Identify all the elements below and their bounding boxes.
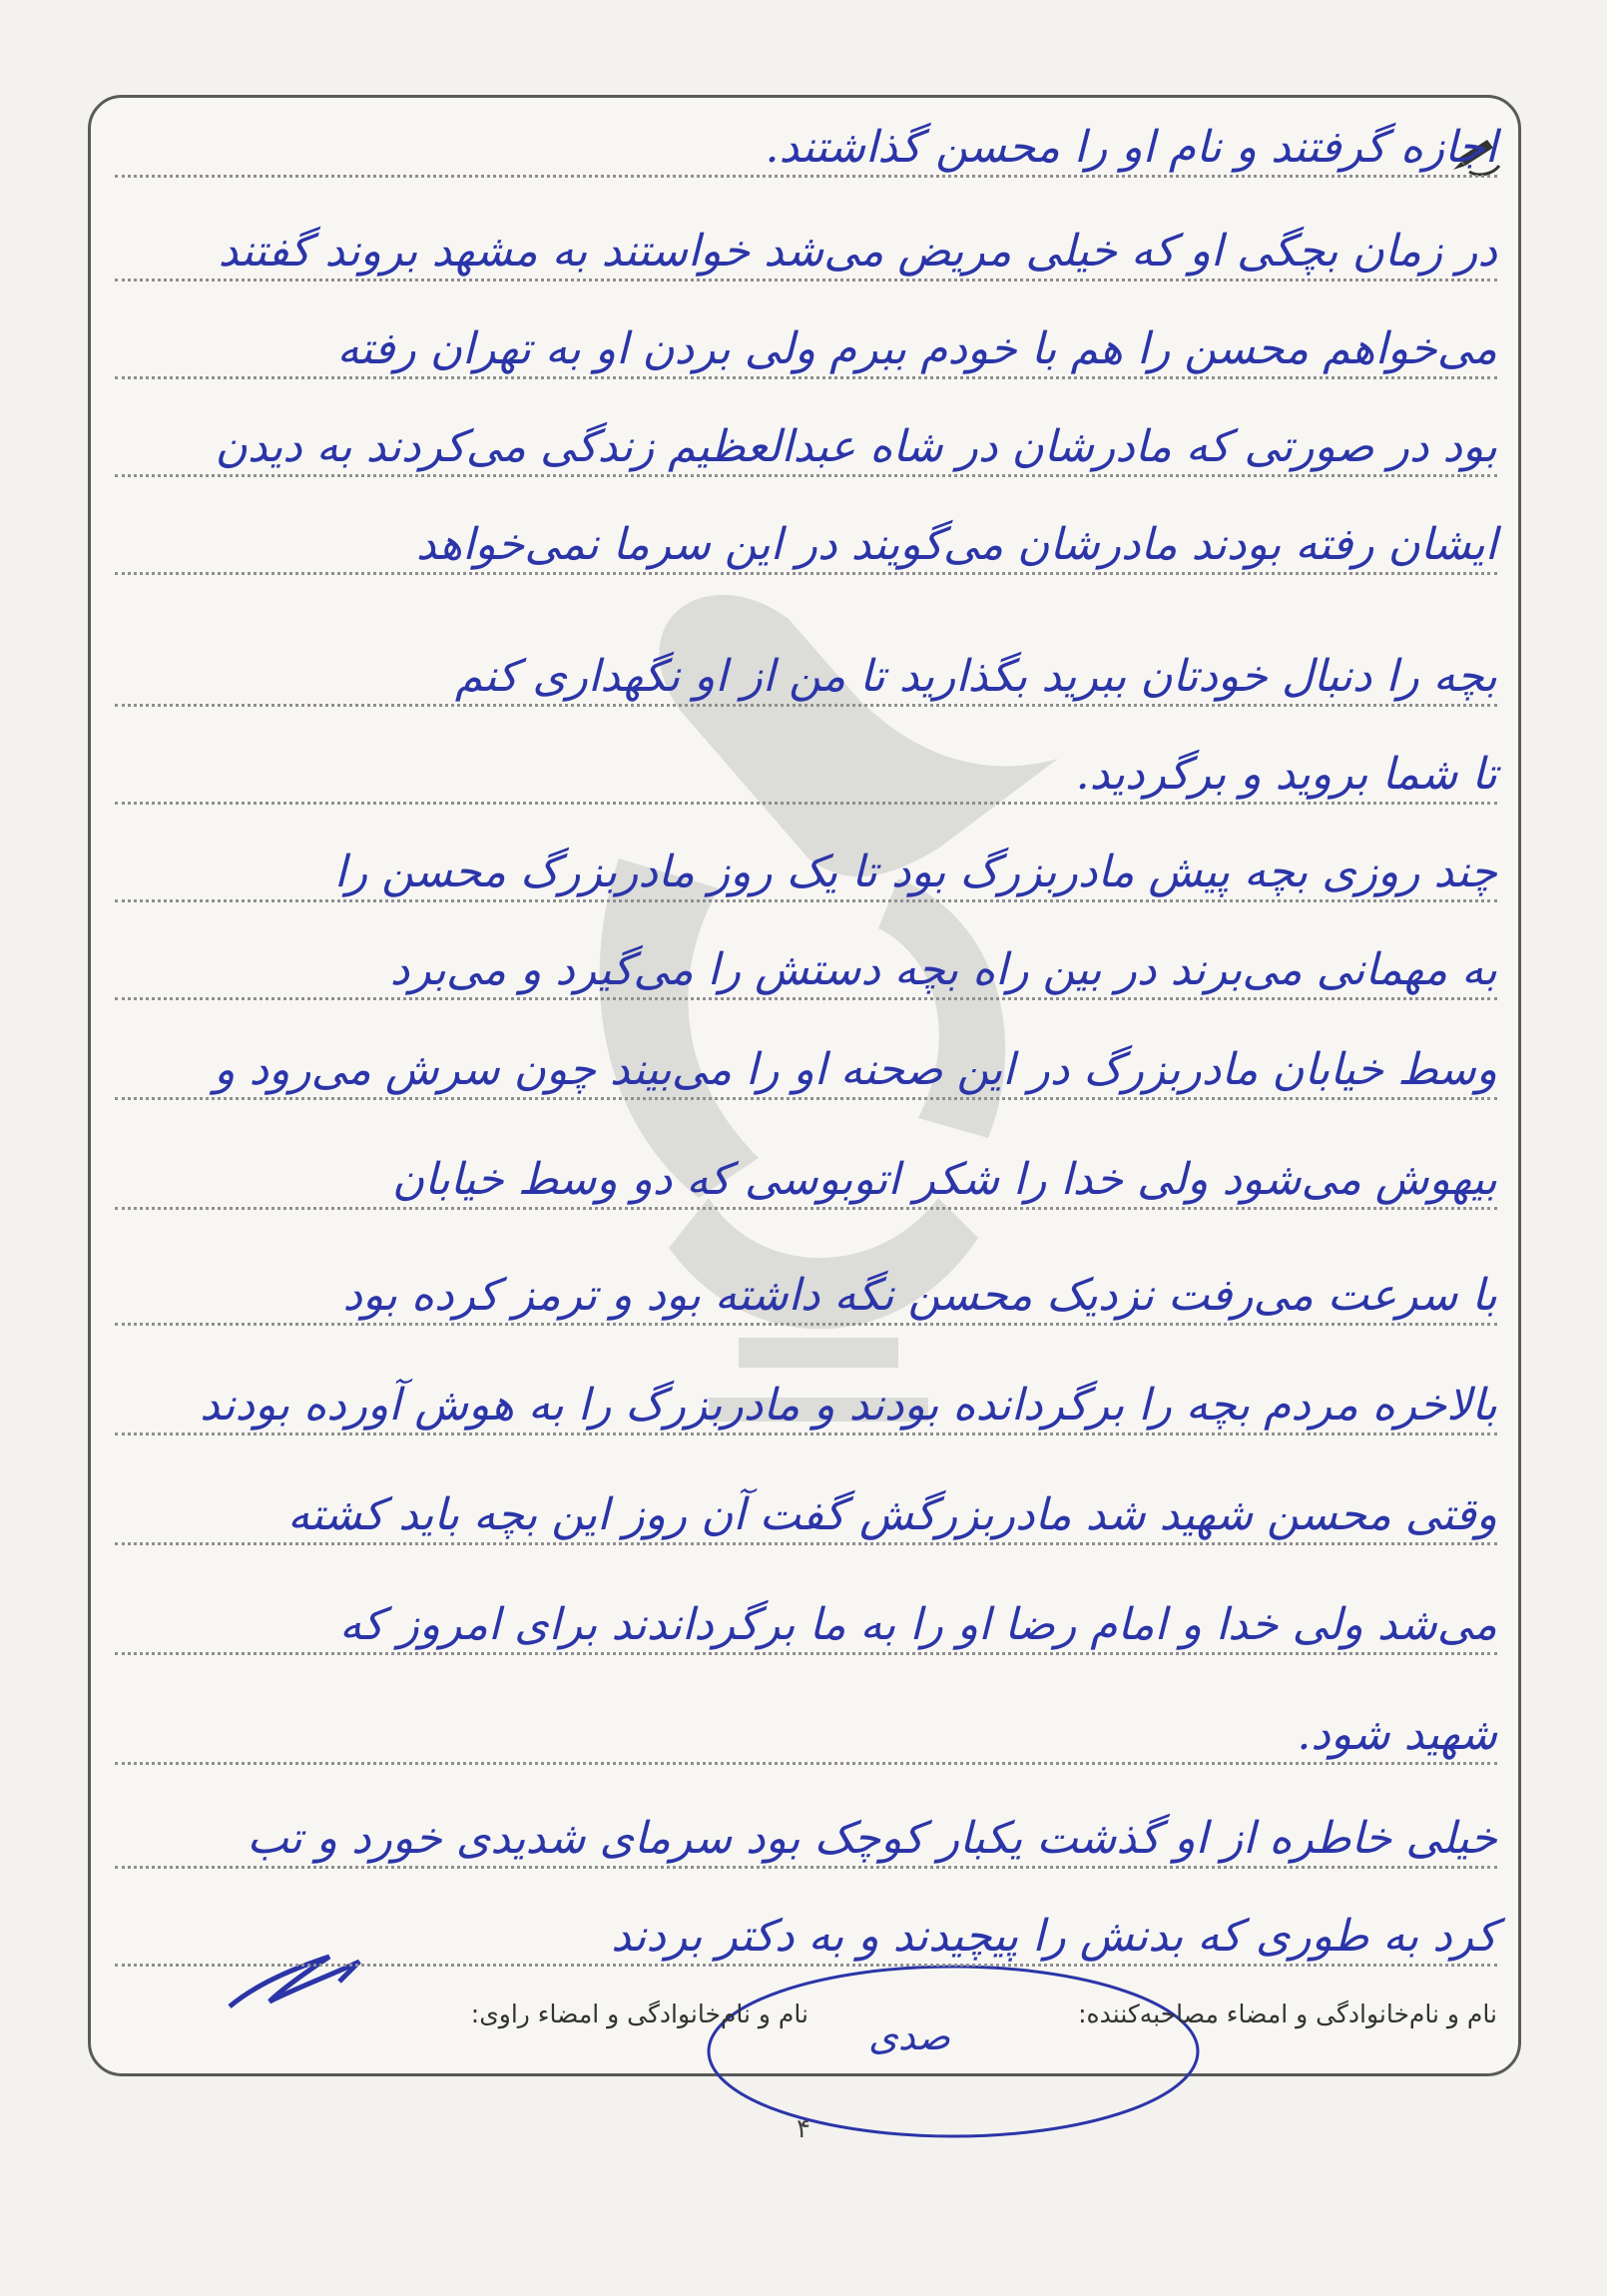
dotted-rule bbox=[115, 279, 1497, 282]
handwritten-line bbox=[115, 1344, 1497, 1435]
handwritten-line bbox=[115, 483, 1497, 575]
handwritten-text: اجازه گرفتند و نام او را محسن گذاشتند. bbox=[765, 121, 1497, 173]
dotted-rule bbox=[115, 899, 1497, 902]
dotted-rule bbox=[115, 704, 1497, 707]
dotted-rule bbox=[115, 175, 1497, 178]
handwritten-line bbox=[115, 1777, 1497, 1869]
handwritten-text: بود در صورتی که مادرشان در شاه عبدالعظیم زندگی می‌کردند به دیدن bbox=[215, 420, 1497, 472]
handwritten-text: به مهمانی می‌برند در بین راه بچه دستش را می‌گیرد و می‌برد bbox=[389, 943, 1497, 995]
dotted-rule bbox=[115, 1866, 1497, 1869]
handwritten-text: خیلی خاطره از او گذشت یکبار کوچک بود سرمای شدیدی خورد و تب bbox=[247, 1812, 1497, 1864]
handwritten-text: در زمان بچگی او که خیلی مریض می‌شد خواستند به مشهد بروند گفتند bbox=[218, 225, 1497, 277]
handwritten-line bbox=[115, 615, 1497, 707]
handwritten-text: ایشان رفته بودند مادرشان می‌گویند در این سرما نمی‌خواهد bbox=[415, 518, 1497, 570]
handwritten-line bbox=[115, 1563, 1497, 1655]
dotted-rule bbox=[115, 1542, 1497, 1545]
handwritten-line bbox=[115, 190, 1497, 282]
handwritten-line bbox=[115, 1008, 1497, 1100]
dotted-rule bbox=[115, 1762, 1497, 1765]
handwritten-line bbox=[115, 1118, 1497, 1210]
handwritten-text: وسط خیابان مادربزرگ در این صحنه او را می‌بیند چون سرش می‌رود و bbox=[214, 1043, 1497, 1095]
dotted-rule bbox=[115, 474, 1497, 477]
handwritten-line bbox=[115, 287, 1497, 379]
handwritten-line bbox=[115, 908, 1497, 1000]
dotted-rule bbox=[115, 1433, 1497, 1435]
dotted-rule bbox=[115, 1097, 1497, 1100]
dotted-rule bbox=[115, 572, 1497, 575]
handwritten-text: کرد به طوری که بدنش را پیچیدند و به دکتر بردند bbox=[611, 1910, 1497, 1962]
interviewer-signature: صدی bbox=[868, 2014, 950, 2058]
handwritten-text: بالاخره مردم بچه را برگردانده بودند و مادربزرگ را به هوش آورده بودند bbox=[200, 1379, 1497, 1431]
dotted-rule bbox=[115, 1323, 1497, 1326]
handwritten-line bbox=[115, 811, 1497, 902]
handwritten-text: می‌خواهم محسن را هم با خودم ببرم ولی بردن او به تهران رفته bbox=[336, 322, 1497, 374]
dotted-rule bbox=[115, 802, 1497, 805]
handwritten-text: با سرعت می‌رفت نزدیک محسن نگه داشته بود و ترمز کرده بود bbox=[342, 1269, 1497, 1321]
dotted-rule bbox=[115, 376, 1497, 379]
handwritten-line bbox=[115, 385, 1497, 477]
handwritten-line bbox=[115, 1453, 1497, 1545]
dotted-rule bbox=[115, 1964, 1497, 1967]
handwritten-line bbox=[115, 713, 1497, 805]
handwritten-line bbox=[115, 1234, 1497, 1326]
handwritten-text: چند روزی بچه پیش مادربزرگ بود تا یک روز مادربزرگ محسن را bbox=[333, 846, 1497, 897]
handwritten-text: بیهوش می‌شود ولی خدا را شکر اتوبوسی که دو وسط خیابان bbox=[391, 1153, 1497, 1205]
signature-footer bbox=[115, 1992, 1497, 2041]
dotted-rule bbox=[115, 1652, 1497, 1655]
handwritten-line bbox=[115, 86, 1497, 178]
dotted-rule bbox=[115, 997, 1497, 1000]
handwritten-line bbox=[115, 1673, 1497, 1765]
handwritten-text: وقتی محسن شهید شد مادربزرگش گفت آن روز این بچه باید کشته bbox=[287, 1488, 1497, 1540]
handwritten-text: شهید شود. bbox=[1297, 1708, 1497, 1760]
handwritten-line bbox=[115, 1875, 1497, 1967]
handwritten-text: می‌شد ولی خدا و امام رضا او را به ما برگرداندند برای امروز که bbox=[339, 1598, 1497, 1650]
handwritten-text: تا شما بروید و برگردید. bbox=[1075, 748, 1497, 800]
page-number: ۴ bbox=[797, 2114, 810, 2144]
interviewer-signature-label: نام و نام‌خانوادگی و امضاء مصاحبه‌کننده: bbox=[1078, 2000, 1497, 2028]
dotted-rule bbox=[115, 1207, 1497, 1210]
handwritten-text: بچه را دنبال خودتان ببرید بگذارید تا من از او نگهداری کنم bbox=[454, 650, 1497, 702]
narrator-signature-label: نام و نام‌خانوادگی و امضاء راوی: bbox=[470, 2000, 808, 2028]
